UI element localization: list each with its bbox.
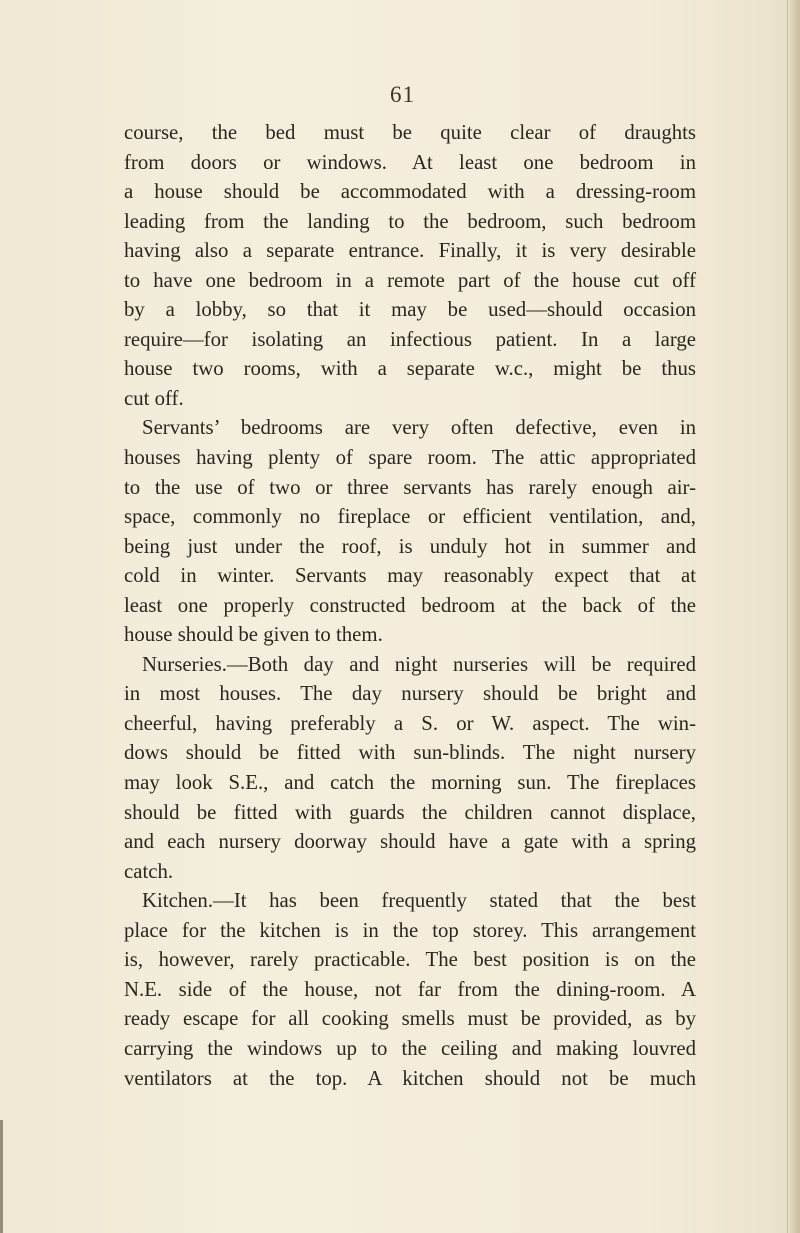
paragraph-start: Nurseries.—Both day and night nurseries will be required: [142, 652, 696, 676]
text-line: in most houses. The day nursery should be bright and: [124, 682, 696, 706]
text-line: place for the kitchen is in the top storey. This arrangement: [124, 918, 696, 942]
binding-mark: [0, 1120, 3, 1233]
text-line: N.E. side of the house, not far from the dining-room. A: [124, 977, 696, 1001]
page-edge-shadow: [788, 0, 800, 1233]
text-line: require—for isolating an infectious patient. In a large: [124, 327, 696, 351]
text-line: house two rooms, with a separate w.c., might be thus: [124, 357, 696, 381]
body-text: [124, 118, 696, 1093]
text-line: and each nursery doorway should have a gate with a spring: [124, 830, 696, 854]
text-line: being just under the roof, is unduly hot in summer and: [124, 534, 696, 558]
page-number: 61: [390, 82, 415, 107]
text-line: is, however, rarely practicable. The best position is on the: [124, 948, 696, 972]
text-line: cold in winter. Servants may reasonably expect that at: [124, 564, 696, 588]
text-line: a house should be accommodated with a dressing-room: [124, 180, 696, 204]
text-line: leading from the landing to the bedroom, such bedroom: [124, 209, 696, 233]
text-line: dows should be fitted with sun-blinds. The night nursery: [124, 741, 696, 765]
text-line: to the use of two or three servants has rarely enough air-: [124, 475, 696, 499]
text-line: by a lobby, so that it may be used—should occasion: [124, 298, 696, 322]
text-line: course, the bed must be quite clear of draughts: [124, 121, 696, 144]
paragraph-start: Kitchen.—It has been frequently stated that the best: [142, 889, 696, 913]
text-line: cut off.: [124, 386, 184, 410]
text-line: least one properly constructed bedroom at the back of the: [124, 593, 696, 617]
text-line: houses having plenty of spare room. The attic appropriated: [124, 446, 696, 470]
text-line: catch.: [124, 859, 174, 883]
text-line: carrying the windows up to the ceiling and making louvred: [124, 1036, 696, 1060]
text-line: ready escape for all cooking smells must be provided, as by: [124, 1007, 696, 1031]
text-line: space, commonly no fireplace or efficient ventilation, and,: [124, 505, 696, 529]
text-line: having also a separate entrance. Finally, it is very desirable: [124, 239, 696, 263]
paragraph-start: Servants’ bedrooms are very often defective, even in: [142, 416, 696, 440]
text-line: from doors or windows. At least one bedroom in: [124, 150, 696, 174]
text-line: should be fitted with guards the children cannot displace,: [124, 800, 696, 824]
text-line: house should be given to them.: [124, 623, 383, 647]
text-line: to have one bedroom in a remote part of the house cut off: [124, 268, 696, 292]
text-line: ventilators at the top. A kitchen should not be much: [124, 1066, 696, 1090]
text-line: may look S.E., and catch the morning sun. The fireplaces: [124, 771, 696, 795]
text-line: cheerful, having preferably a S. or W. aspect. The win-: [124, 711, 696, 735]
